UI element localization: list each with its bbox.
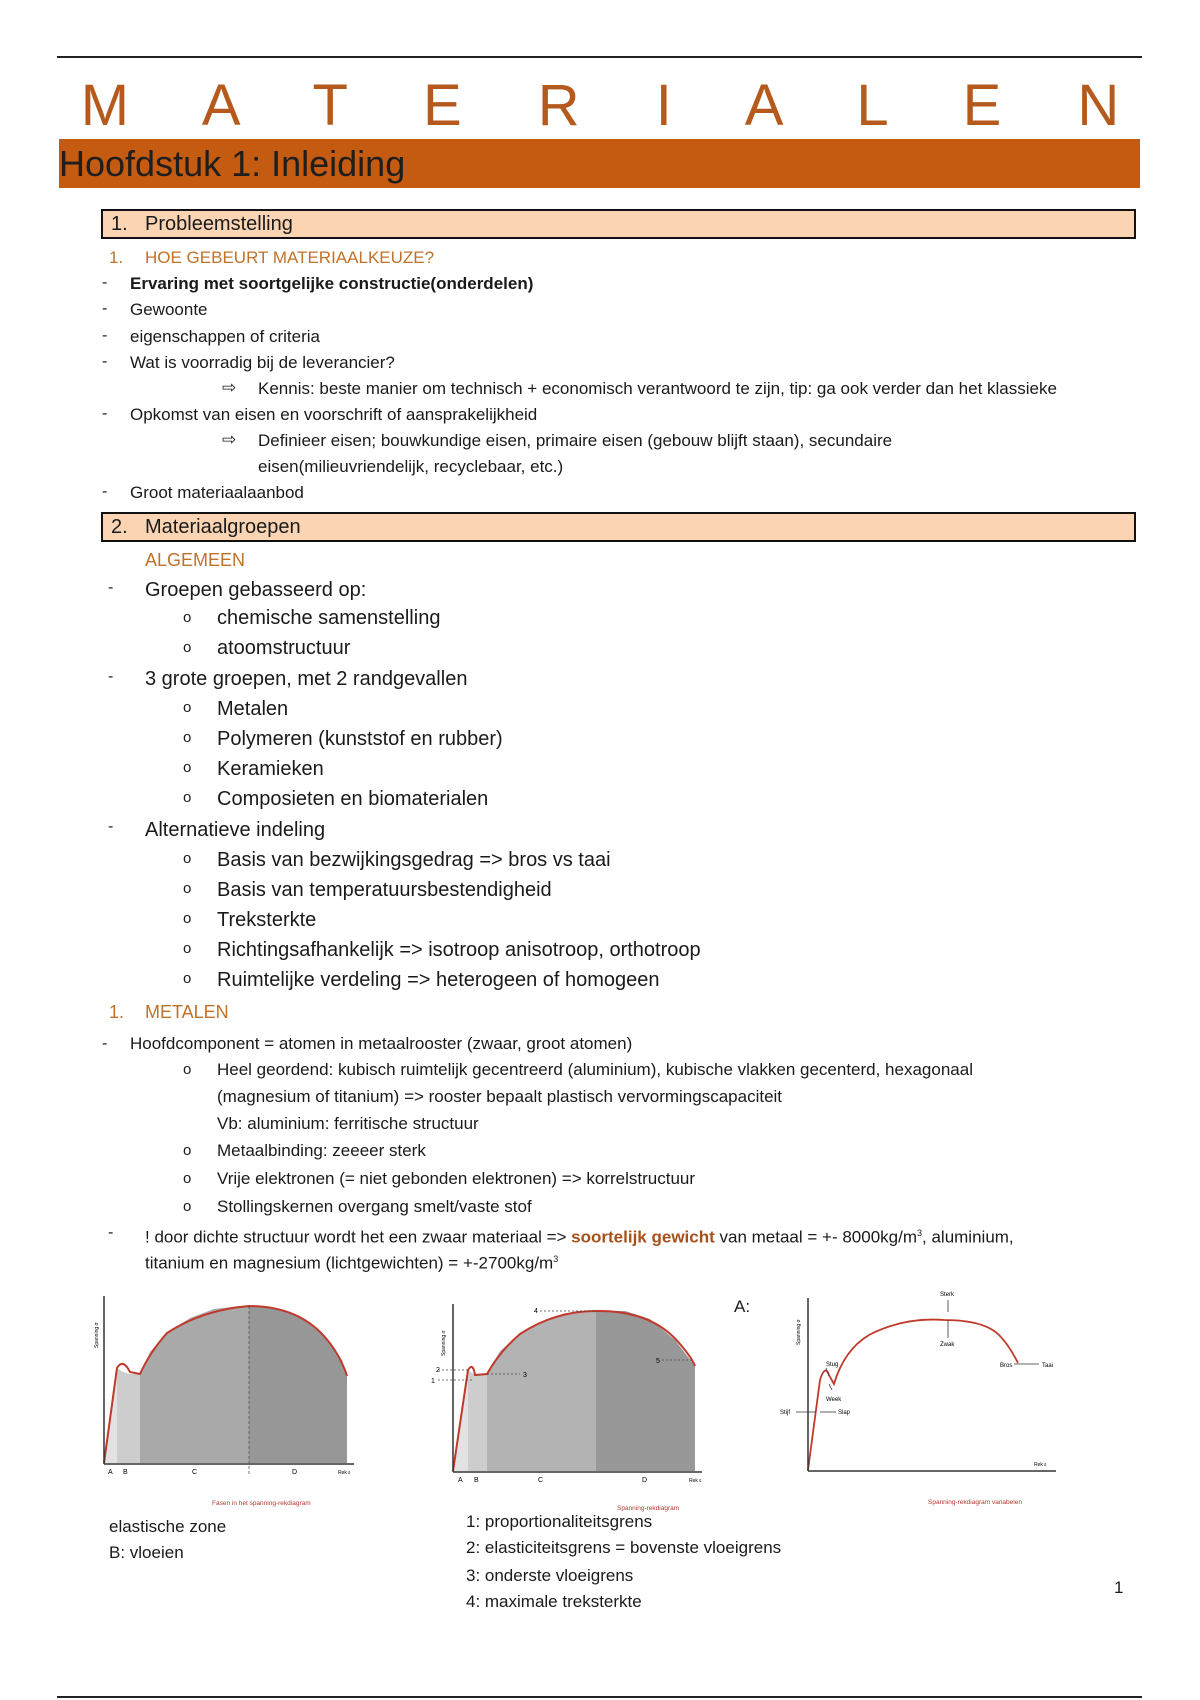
bullet-circle: o	[183, 609, 192, 626]
list-item: Treksterkte	[217, 909, 317, 931]
figure-variables-diagram	[774, 1280, 1084, 1510]
zone-d-fill	[249, 1306, 347, 1463]
figure-caption: Spanning-rekdiagram	[617, 1505, 680, 1512]
x-axis-label: Rek ε	[689, 1478, 702, 1484]
weight-text: van metaal = +- 8000kg/m	[714, 1227, 917, 1247]
label-stug: Stug	[826, 1362, 839, 1368]
arrow-icon: ⇨	[222, 430, 237, 449]
list-item: Definieer eisen; bouwkundige eisen, primaire eisen (gebouw blijft staan), secundaire	[258, 431, 893, 450]
bullet-circle: o	[183, 940, 192, 957]
zone-label-a: A	[458, 1477, 463, 1484]
stress-strain-curve	[808, 1320, 1018, 1470]
list-item: Alternatieve indeling	[145, 819, 326, 841]
weight-accent: soortelijk gewicht	[571, 1227, 715, 1247]
bullet-circle: o	[183, 1170, 192, 1187]
page-number: 1	[1114, 1578, 1124, 1597]
zone-label-d: D	[642, 1477, 648, 1484]
bullet-circle: o	[183, 729, 192, 746]
list-item: Wat is voorradig bij de leverancier?	[130, 353, 395, 372]
list-item: Opkomst van eisen en voorschrift of aansprakelijkheid	[130, 405, 538, 424]
label-sterk: Sterk	[940, 1292, 955, 1298]
label-zwak: Zwak	[940, 1342, 955, 1348]
bullet-circle: o	[183, 910, 192, 927]
point-label-3: 3	[523, 1372, 527, 1379]
weight-line	[145, 1222, 1014, 1249]
note-elastic-zone: elastische zone	[109, 1517, 227, 1536]
point-label-2: 2	[436, 1367, 440, 1374]
section-number: 1.	[111, 213, 128, 235]
bullet-circle: o	[183, 759, 192, 776]
list-item: Groot materiaalaanbod	[130, 483, 304, 502]
bullet-dash: -	[108, 579, 114, 596]
arrow-icon: ⇨	[222, 378, 237, 397]
bullet-dash: -	[102, 300, 108, 317]
note-point-2: 2: elasticiteitsgrens = bovenste vloeigrens	[466, 1538, 782, 1557]
bottom-rule	[57, 1696, 1142, 1698]
weight-text: titanium en magnesium (lichtgewichten) = +-2700kg/m	[145, 1253, 554, 1273]
bullet-circle: o	[183, 1198, 192, 1215]
list-item: Heel geordend: kubisch ruimtelijk gecentreerd (aluminium), kubische vlakken gecenterd, hexagonaal	[217, 1060, 973, 1079]
zone-c-fill	[140, 1306, 249, 1463]
label-week: Week	[826, 1397, 842, 1403]
section-heading-probleemstelling	[101, 209, 1136, 239]
zone-b-fill	[468, 1370, 487, 1471]
bullet-dash: -	[102, 353, 108, 370]
document-title: M A T E R I A L E N	[80, 73, 1150, 138]
weight-text: , aluminium,	[922, 1227, 1014, 1247]
bullet-circle: o	[183, 1142, 192, 1159]
bullet-circle: o	[183, 970, 192, 987]
list-item: Vb: aluminium: ferritische structuur	[217, 1114, 479, 1133]
list-item: Hoofdcomponent = atomen in metaalrooster (zwaar, groot atomen)	[130, 1034, 633, 1053]
bullet-dash: -	[102, 327, 108, 344]
figure-caption: Spanning-rekdiagram variabelen	[928, 1499, 1022, 1506]
bullet-dash: -	[108, 1224, 114, 1241]
list-item: Gewoonte	[130, 300, 208, 319]
superscript: 3	[553, 1254, 559, 1264]
zone-label-a: A	[108, 1469, 113, 1476]
zone-label-d: D	[292, 1469, 298, 1476]
section-number: 2.	[111, 516, 128, 538]
superscript: 3	[917, 1228, 923, 1238]
list-item: Richtingsafhankelijk => isotroop anisotroop, orthotroop	[217, 939, 701, 961]
point-label-4: 4	[534, 1308, 538, 1315]
bullet-dash: -	[102, 483, 108, 500]
bullet-circle: o	[183, 699, 192, 716]
note-point-3: 3: onderste vloeigrens	[466, 1566, 634, 1585]
list-item: chemische samenstelling	[217, 607, 441, 629]
weight-text: ! door dichte structuur wordt het een zwaar materiaal =>	[145, 1227, 572, 1247]
bullet-circle: o	[183, 639, 192, 656]
list-item: Vrije elektronen (= niet gebonden elektronen) => korrelstructuur	[217, 1169, 696, 1188]
subheading-materiaalkeuze: HOE GEBEURT MATERIAALKEUZE?	[145, 248, 435, 267]
y-axis-label: Spanning σ	[94, 1322, 100, 1348]
label-taai: Taai	[1042, 1363, 1054, 1369]
list-item: eisen(milieuvriendelijk, recyclebaar, etc.)	[258, 457, 564, 476]
arrow-line	[829, 1384, 832, 1390]
list-item: Metalen	[217, 698, 289, 720]
list-item: eigenschappen of criteria	[130, 327, 320, 346]
figure-label-a: A:	[734, 1297, 751, 1316]
bullet-circle: o	[183, 789, 192, 806]
bullet-dash: -	[108, 818, 114, 835]
list-item: Polymeren (kunststof en rubber)	[217, 728, 503, 750]
list-item: Keramieken	[217, 758, 324, 780]
x-axis-label: Rek ε	[338, 1470, 351, 1476]
section-label: Materiaalgroepen	[145, 516, 301, 538]
list-item: Groepen gebasseerd op:	[145, 579, 367, 601]
list-item: Kennis: beste manier om technisch + economisch verantwoord te zijn, tip: ga ook verder dan het klassieke	[258, 379, 1057, 398]
bullet-circle: o	[183, 850, 192, 867]
bullet-dash: -	[102, 274, 108, 291]
subheading-metalen: METALEN	[145, 1002, 229, 1022]
zone-label-c: C	[192, 1469, 198, 1476]
note-point-4: 4: maximale treksterkte	[466, 1592, 642, 1611]
label-stijf: Stijf	[780, 1410, 791, 1416]
figure-phases-diagram	[92, 1288, 372, 1513]
list-item: atoomstructuur	[217, 637, 351, 659]
list-item: Basis van temperatuursbestendigheid	[217, 879, 552, 901]
chapter-heading: Hoofdstuk 1: Inleiding	[59, 139, 1140, 188]
y-axis-label: Spanning σ	[441, 1330, 447, 1356]
list-item: Basis van bezwijkingsgedrag => bros vs taai	[217, 849, 611, 871]
zone-label-b: B	[123, 1469, 128, 1476]
figure-stress-strain-diagram	[430, 1296, 720, 1518]
subheading-number: 1.	[109, 248, 124, 267]
list-item: Metaalbinding: zeeeer sterk	[217, 1141, 426, 1160]
list-item: Ervaring met soortgelijke constructie(onderdelen)	[130, 274, 534, 293]
section-heading-materiaalgroepen	[101, 512, 1136, 542]
label-bros: Bros	[1000, 1363, 1013, 1369]
bullet-dash: -	[108, 668, 114, 685]
note-vloeien: B: vloeien	[109, 1543, 184, 1562]
figure-caption: Fasen in het spanning-rekdiagram	[212, 1500, 311, 1507]
point-label-5: 5	[656, 1358, 660, 1365]
bullet-circle: o	[183, 880, 192, 897]
zone-c-fill	[487, 1311, 596, 1471]
bullet-dash: -	[102, 1035, 108, 1052]
zone-label-c: C	[538, 1477, 544, 1484]
label-slap: Slap	[838, 1410, 851, 1416]
subheading-number: 1.	[109, 1002, 125, 1022]
list-item: 3 grote groepen, met 2 randgevallen	[145, 668, 468, 690]
note-point-1: 1: proportionaliteitsgrens	[466, 1512, 653, 1531]
top-rule	[57, 56, 1142, 58]
list-item: (magnesium of titanium) => rooster bepaalt plastisch vervormingscapaciteit	[217, 1087, 783, 1106]
list-item: Ruimtelijke verdeling => heterogeen of homogeen	[217, 969, 660, 991]
bullet-circle: o	[183, 1061, 192, 1078]
zone-b-fill	[117, 1368, 140, 1463]
section-label: Probleemstelling	[145, 213, 293, 235]
list-item: Composieten en biomaterialen	[217, 788, 489, 810]
list-item: Stollingskernen overgang smelt/vaste stof	[217, 1197, 532, 1216]
zone-label-b: B	[474, 1477, 479, 1484]
bullet-dash: -	[102, 405, 108, 422]
weight-line-2	[145, 1248, 558, 1275]
x-axis-label: Rek ε	[1034, 1462, 1047, 1468]
zone-d-fill	[596, 1311, 695, 1471]
point-label-1: 1	[431, 1378, 435, 1385]
y-axis-label: Spanning σ	[796, 1319, 802, 1345]
subheading-algemeen: ALGEMEEN	[145, 550, 246, 570]
